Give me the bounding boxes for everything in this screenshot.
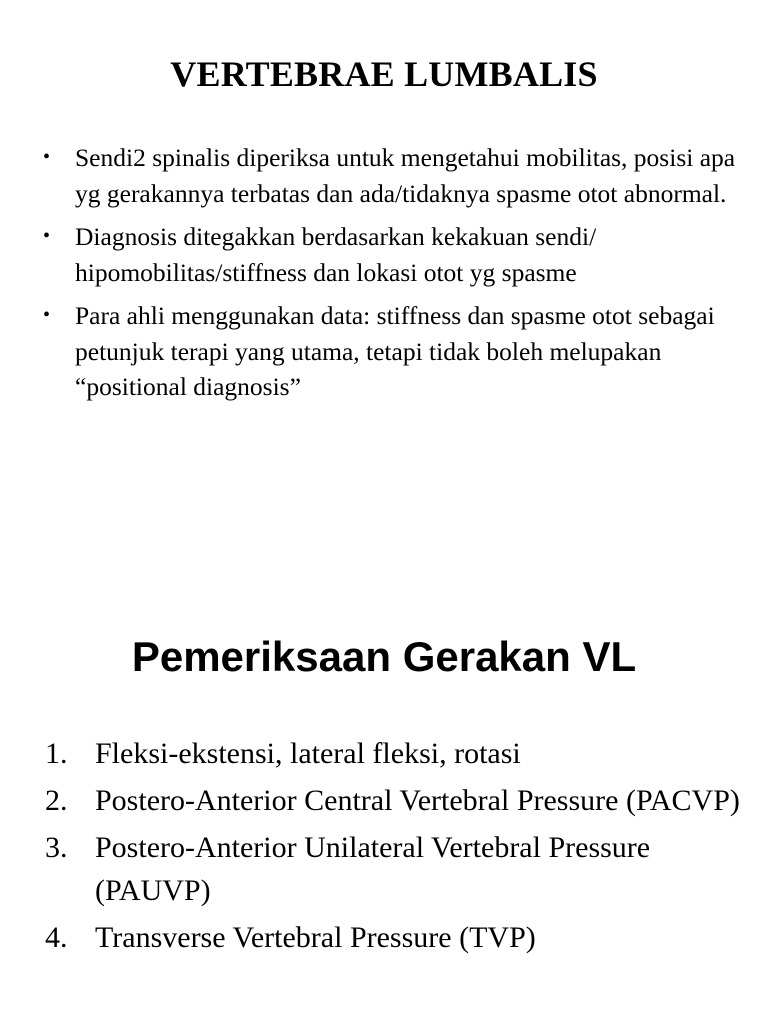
bullet-text: Para ahli menggunakan data: stiffness dan spasme otot sebagai petunjuk terapi yang utama, tetapi tidak boleh melupakan “positional diagnosis” xyxy=(75,301,715,401)
list-item xyxy=(42,732,742,775)
slide-title: Pemeriksaan Gerakan VL xyxy=(131,633,637,680)
list-item xyxy=(42,779,742,822)
bullet-text: Diagnosis ditegakkan berdasarkan kekakuan sendi/ hipomobilitas/stiffness dan lokasi otot yg spasme xyxy=(75,222,597,287)
bullet-item xyxy=(40,219,740,290)
bullet-item xyxy=(40,298,740,405)
list-number: 1. xyxy=(45,737,68,770)
bullet-icon: • xyxy=(43,225,51,247)
bullet-icon: • xyxy=(43,146,51,168)
slide-title: VERTEBRAE LUMBALIS xyxy=(170,54,598,94)
bullet-icon: • xyxy=(43,304,51,326)
list-item-text: Transverse Vertebral Pressure (TVP) xyxy=(95,921,536,954)
bullet-text: Sendi2 spinalis diperiksa untuk mengetahui mobilitas, posisi apa yg gerakannya terbatas dan ada/tidaknya spasme otot abnormal. xyxy=(75,143,736,208)
bullet-item xyxy=(40,140,740,211)
list-item-text: Fleksi-ekstensi, lateral fleksi, rotasi xyxy=(95,737,521,770)
list-number: 2. xyxy=(45,784,68,817)
list-number: 4. xyxy=(45,921,68,954)
list-item-text: Postero-Anterior Unilateral Vertebral Pressure (PAUVP) xyxy=(95,831,651,907)
list-item-text: Postero-Anterior Central Vertebral Pressure (PACVP) xyxy=(95,784,740,817)
list-item xyxy=(42,826,742,912)
bullet-list xyxy=(40,140,740,413)
numbered-list xyxy=(42,732,742,963)
slide-pemeriksaan-gerakan xyxy=(0,512,768,1024)
list-item xyxy=(42,916,742,959)
list-number: 3. xyxy=(45,831,68,864)
